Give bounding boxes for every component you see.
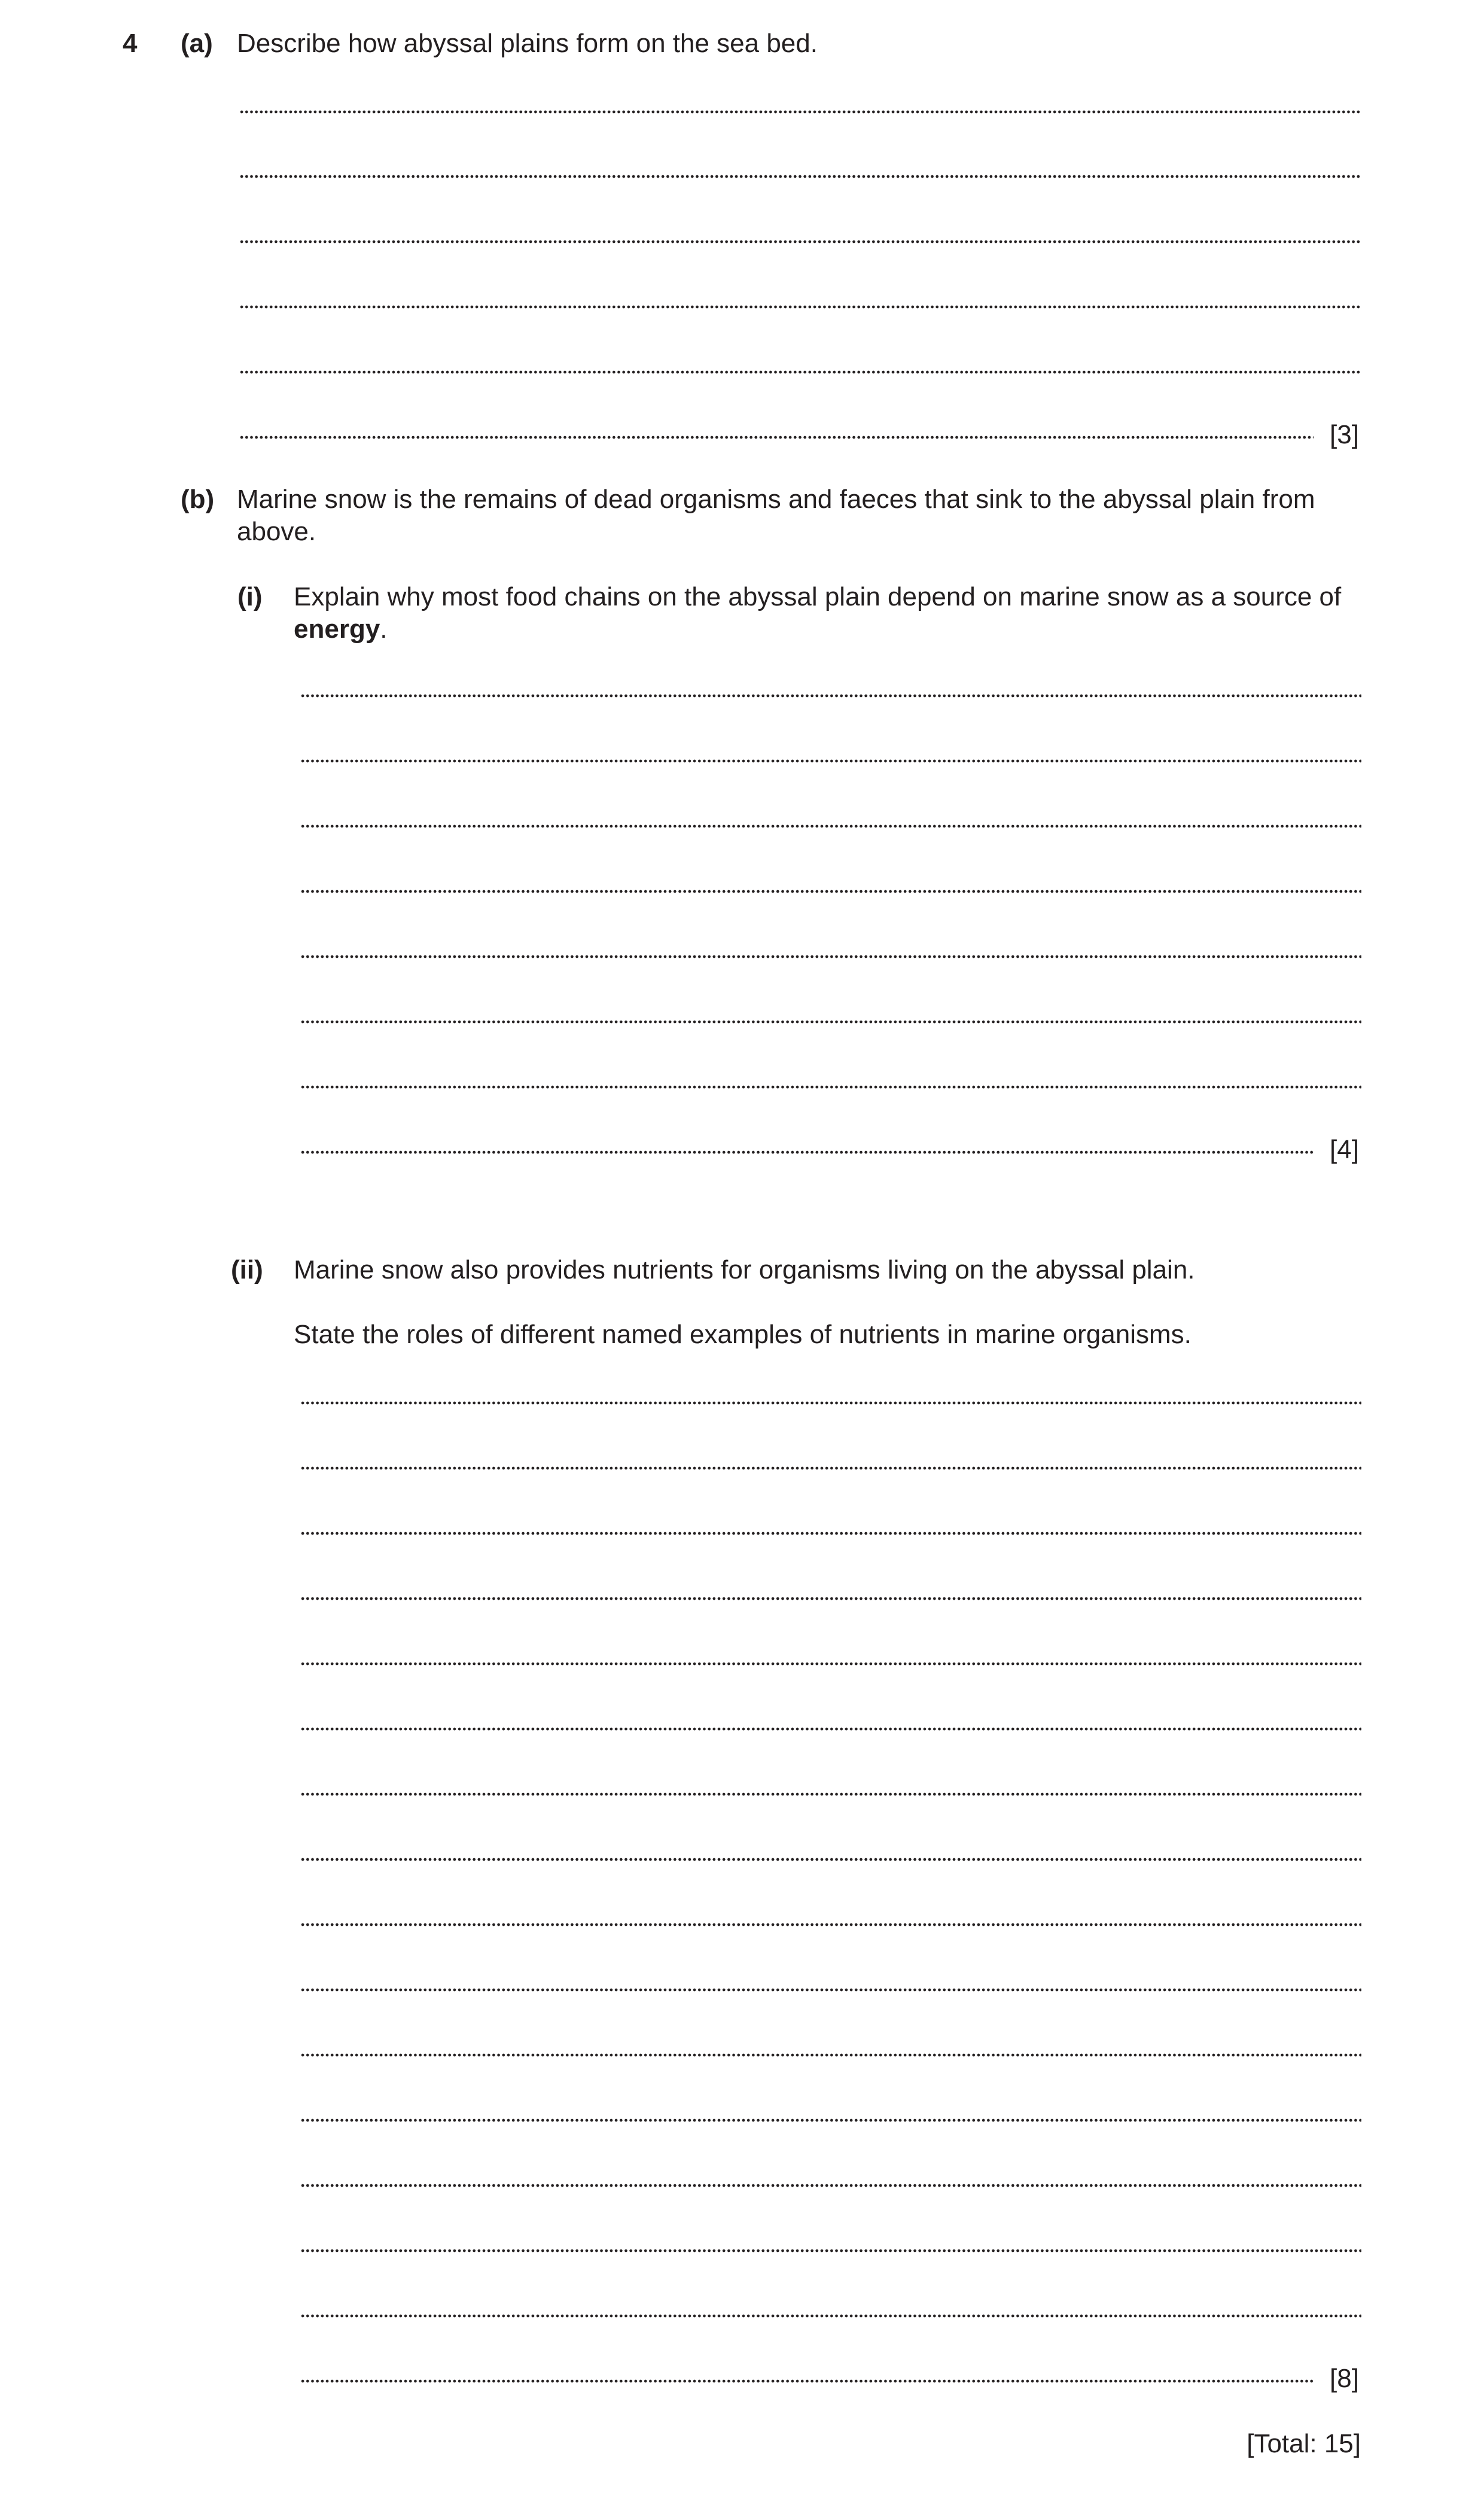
part-b-i-question <box>294 581 1364 646</box>
answer-line-bi-6[interactable] <box>300 1019 1361 1025</box>
answer-line-bi-2[interactable] <box>300 758 1361 764</box>
answer-line-a-1[interactable] <box>239 109 1361 115</box>
answer-line-bi-5[interactable] <box>300 954 1361 960</box>
part-b-ii-marks: [8] <box>1330 2364 1359 2393</box>
answer-line-bii-10[interactable] <box>300 1987 1361 1993</box>
answer-line-bii-4[interactable] <box>300 1596 1361 1602</box>
answer-line-a-5[interactable] <box>239 369 1361 375</box>
answer-line-bii-15[interactable] <box>300 2313 1361 2319</box>
answer-line-bii-13[interactable] <box>300 2183 1361 2188</box>
part-b-stem: Marine snow is the remains of dead organisms and faeces that sink to the abyssal plain from above. <box>237 485 1315 546</box>
answer-line-bi-3[interactable] <box>300 823 1361 829</box>
part-b-i-punct: . <box>380 614 388 644</box>
answer-line-bii-3[interactable] <box>300 1530 1361 1536</box>
answer-line-bi-4[interactable] <box>300 888 1361 894</box>
answer-line-bi-1[interactable] <box>300 693 1361 699</box>
answer-line-bii-16[interactable] <box>300 2378 1314 2384</box>
part-b-i-marks: [4] <box>1330 1135 1359 1164</box>
answer-line-bii-11[interactable] <box>300 2052 1361 2058</box>
part-a-question: Describe how abyssal plains form on the sea bed. <box>237 29 818 58</box>
part-b-label: (b) <box>181 485 215 514</box>
answer-line-bii-2[interactable] <box>300 1465 1361 1471</box>
part-b-ii-label: (ii) <box>231 1255 263 1284</box>
answer-line-bii-14[interactable] <box>300 2248 1361 2254</box>
question-number: 4 <box>123 29 138 58</box>
answer-line-bii-1[interactable] <box>300 1400 1361 1406</box>
answer-line-a-6[interactable] <box>239 434 1314 440</box>
answer-line-bii-5[interactable] <box>300 1661 1361 1667</box>
part-b-ii-question: Marine snow also provides nutrients for organisms living on the abyssal plain. <box>294 1255 1195 1284</box>
answer-line-bii-12[interactable] <box>300 2117 1361 2123</box>
part-a-marks: [3] <box>1330 420 1359 449</box>
part-b-i-text: Explain why most food chains on the abyssal plain depend on marine snow as a source of <box>294 582 1342 611</box>
answer-line-a-3[interactable] <box>239 239 1361 245</box>
answer-line-a-4[interactable] <box>239 304 1361 310</box>
part-a-label: (a) <box>181 29 213 58</box>
answer-line-bii-7[interactable] <box>300 1791 1361 1797</box>
answer-line-a-2[interactable] <box>239 173 1361 179</box>
answer-line-bii-8[interactable] <box>300 1856 1361 1862</box>
answer-line-bi-8[interactable] <box>300 1149 1314 1155</box>
part-b-i-emphasis: energy <box>294 614 380 644</box>
answer-line-bi-7[interactable] <box>300 1084 1361 1090</box>
part-b-i-label: (i) <box>237 582 263 611</box>
total-marks: [Total: 15] <box>1247 2429 1361 2458</box>
part-b-ii-instruction: State the roles of different named examples of nutrients in marine organisms. <box>294 1320 1192 1349</box>
answer-line-bii-6[interactable] <box>300 1726 1361 1732</box>
answer-line-bii-9[interactable] <box>300 1922 1361 1928</box>
